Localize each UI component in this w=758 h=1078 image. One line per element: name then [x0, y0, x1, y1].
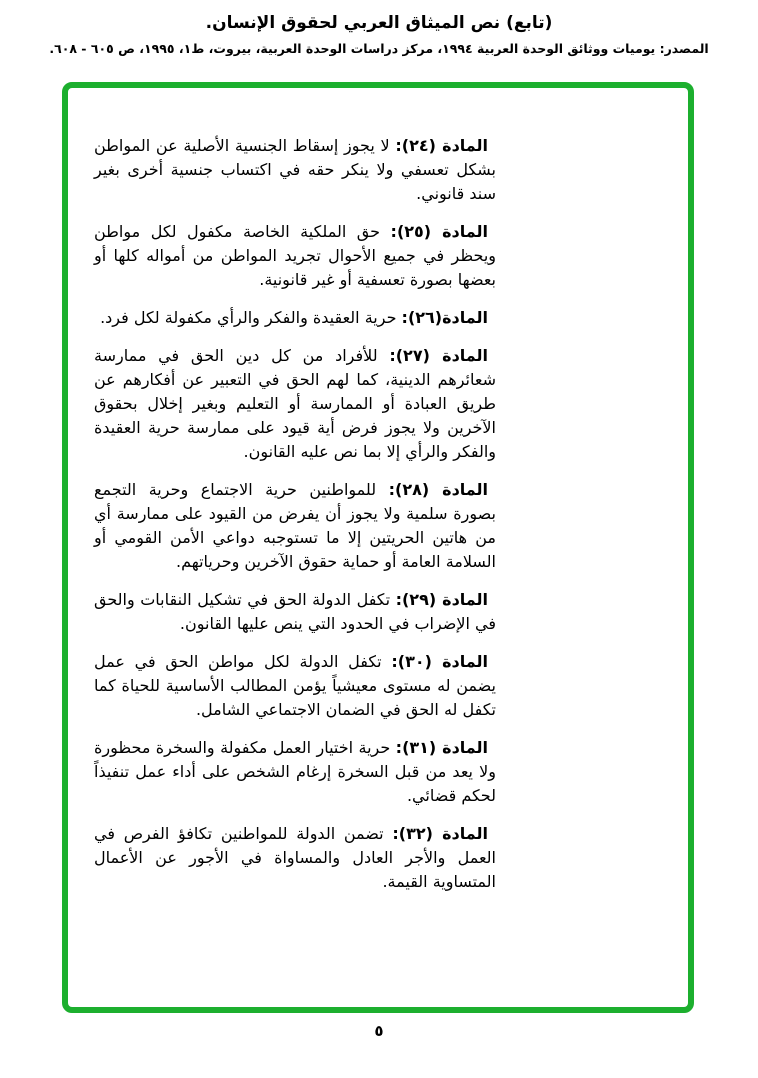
article-label: المادة(٢٦): — [401, 308, 488, 327]
article-paragraph: المادة (٢٧): للأفراد من كل دين الحق في ممارسة شعائرهم الدينية، كما لهم الحق في التعبير عن أفكارهم عن طريق العبادة أو الممارسة أو التعليم وبغير إخلال بحقوق الآخرين ولا يجوز فرض أية قيود على ممارسة حرية العقيدة والفكر والرأي إلا بما نص عليه القانون. — [94, 346, 496, 461]
article-paragraph: المادة(٢٦): حرية العقيدة والفكر والرأي مكفولة لكل فرد. — [100, 308, 488, 327]
article-label: المادة (٢٨): — [388, 480, 489, 499]
article-label: المادة (٢٩): — [395, 590, 489, 609]
article-label: المادة (٢٥): — [390, 222, 488, 241]
article-paragraph: المادة (٢٤): لا يجوز إسقاط الجنسية الأصلية عن المواطن بشكل تعسفي ولا ينكر حقه في اكتساب جنسية أخرى بغير سند قانوني. — [94, 136, 496, 203]
source-citation: المصدر: يوميات ووثائق الوحدة العربية ١٩٩٤، مركز دراسات الوحدة العربية، بيروت، ط١، ١٩٩٥، ص ٦٠٥ - ٦٠٨. — [49, 41, 709, 56]
article-paragraph: المادة (٣٢): تضمن الدولة للمواطنين تكافؤ الفرص في العمل والأجر العادل والمساواة في الأجور عن الأعمال المتساوية القيمة. — [94, 824, 496, 891]
article-label: المادة (٣٠): — [391, 652, 488, 671]
article-paragraph: المادة (٢٩): تكفل الدولة الحق في تشكيل النقابات والحق في الإضراب في الحدود التي ينص عليها القانون. — [94, 590, 496, 633]
article-label: المادة (٢٧): — [389, 346, 489, 365]
articles-list — [94, 134, 496, 908]
article-paragraph: المادة (٣١): حرية اختيار العمل مكفولة والسخرة محظورة ولا يعد من قبل السخرة إرغام الشخص على أداء عمل تنفيذاً لحكم قضائي. — [94, 738, 496, 805]
article-label: المادة (٣١): — [395, 738, 489, 757]
page-header — [0, 0, 758, 57]
article-paragraph: المادة (٢٨): للمواطنين حرية الاجتماع وحرية التجمع بصورة سلمية ولا يجوز أن يفرض من القيود على ممارسة أي من هاتين الحريتين إلا ما تستوجبه دواعي الأمن القومي أو السلامة العامة أو حماية حقوق الآخرين وحرياتهم. — [94, 480, 496, 571]
document-title: (تابع) نص الميثاق العربي لحقوق الإنسان. — [205, 13, 553, 33]
green-border-frame — [62, 82, 694, 1013]
page-number: ٥ — [374, 1022, 384, 1040]
article-label: المادة (٣٢): — [392, 824, 488, 843]
article-paragraph: المادة (٢٥): حق الملكية الخاصة مكفول لكل مواطن ويحظر في جميع الأحوال تجريد المواطن من أمواله كلها أو بعضها بصورة تعسفية أو غير قانونية. — [94, 222, 496, 289]
article-label: المادة (٢٤): — [395, 136, 489, 155]
article-paragraph: المادة (٣٠): تكفل الدولة لكل مواطن الحق في عمل يضمن له مستوى معيشياً يؤمن المطالب الأساسية للحياة كما تكفل له الحق في الضمان الاجتماعي الشامل. — [94, 652, 496, 719]
